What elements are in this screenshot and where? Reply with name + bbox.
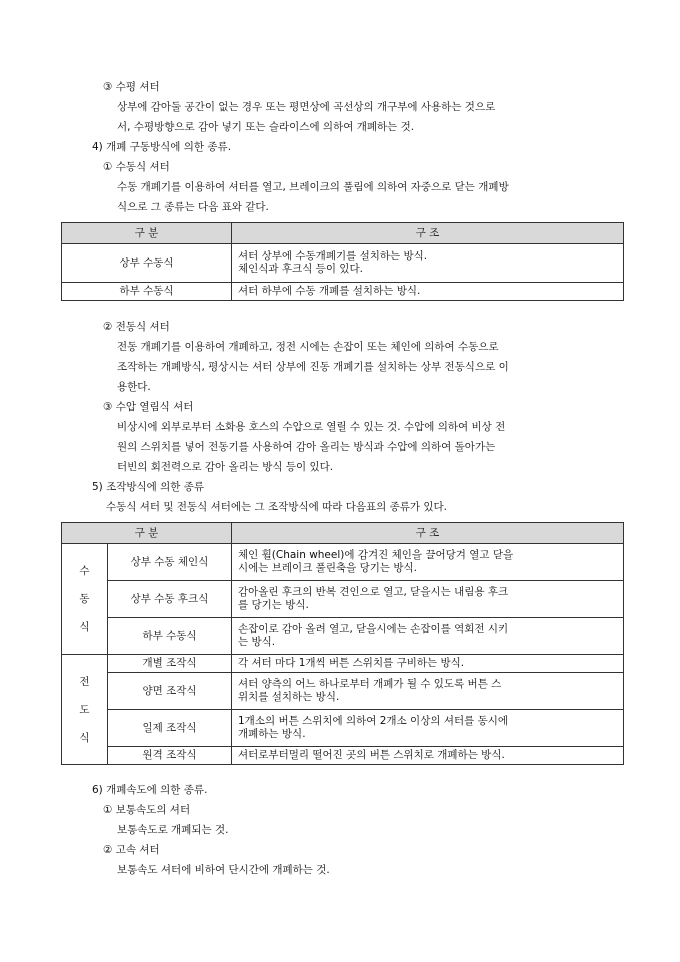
table-cell-name: 상부 수동 체인식 <box>108 544 232 581</box>
table-row <box>62 544 624 581</box>
table-row <box>62 655 624 673</box>
table-cell-desc <box>232 244 624 283</box>
heading-normal-speed-shutter: ① 보통속도의 셔터 <box>103 804 191 816</box>
table-row <box>62 581 624 618</box>
table-cell-desc: 셔터 하부에 수동 개폐를 설치하는 방식. <box>232 283 624 301</box>
paragraph-line: 수동 개폐기를 이용하여 셔터를 열고, 브레이크의 풀림에 의하여 자중으로 닫는 개폐방 <box>117 181 509 193</box>
table-header-structure: 구 조 <box>232 523 624 544</box>
paragraph-line: 전동 개폐기를 이용하여 개폐하고, 정전 시에는 손잡이 또는 체인에 의하여 수동으로 <box>117 341 499 353</box>
paragraph-line: 조작하는 개폐방식, 평상시는 셔터 상부에 진동 개폐기를 설치하는 상부 전동식으로 이 <box>117 361 509 373</box>
table-cell-desc: 각 셔터 마다 1개씩 버튼 스위치를 구비하는 방식. <box>232 655 624 673</box>
table-cell-name: 원격 조작식 <box>108 747 232 765</box>
table-cell-name: 양면 조작식 <box>108 673 232 710</box>
table-row <box>62 710 624 747</box>
table-header-row <box>62 523 624 544</box>
table-cell-desc: 손잡이로 감아 올려 열고, 닫을시에는 손잡이를 역회전 시키 는 방식. <box>232 618 624 655</box>
section-5-title: 5) 조작방식에 의한 종류 <box>92 481 205 493</box>
paragraph-line: 용한다. <box>117 381 151 393</box>
table-header-structure: 구 조 <box>232 223 624 244</box>
section-6-title: 6) 개폐속도에 의한 종류. <box>92 784 208 796</box>
table-row <box>62 618 624 655</box>
paragraph-line: 터빈의 회전력으로 감아 올리는 방식 등이 있다. <box>117 461 334 473</box>
heading-hydraulic-shutter: ③ 수압 열림식 셔터 <box>103 401 194 413</box>
table-cell-desc: 셔터 양측의 어느 하나로부터 개폐가 될 수 있도록 버튼 스 위치를 설치하는 방식. <box>232 673 624 710</box>
desc-line: 체인식과 후크식 등이 있다. <box>238 263 363 275</box>
heading-electric-shutter: ② 전동식 셔터 <box>103 321 170 333</box>
table-cell-desc: 감아올린 후크의 반복 견인으로 열고, 닫을시는 내림용 후크 를 당기는 방식. <box>232 581 624 618</box>
paragraph-line: 원의 스위치를 넣어 전동기를 사용하여 감아 올리는 방식과 수압에 의하여 돌아가는 <box>117 441 496 453</box>
table-cell-name: 하부 수동식 <box>62 283 232 301</box>
table-cell-desc: 체인 휠(Chain wheel)에 감겨진 체인을 끌어당겨 열고 닫을 시에는 브레이크 풀린축을 당기는 방식. <box>232 544 624 581</box>
manual-shutter-table <box>61 222 624 301</box>
desc-line: 셔터 상부에 수동개폐기를 설치하는 방식. <box>238 250 428 262</box>
group-label-manual: 수 동 식 <box>62 544 108 655</box>
paragraph-line: 비상시에 외부로부터 소화용 호스의 수압으로 열릴 수 있는 것. 수압에 의하여 비상 전 <box>117 421 506 433</box>
table-cell-desc: 셔터로부터멀리 떨어진 곳의 버튼 스위치로 개폐하는 방식. <box>232 747 624 765</box>
paragraph-line: 서, 수평방향으로 감아 넣기 또는 슬라이스에 의하여 개폐하는 것. <box>117 121 415 133</box>
table-cell-name: 일제 조작식 <box>108 710 232 747</box>
table-cell-name: 개별 조작식 <box>108 655 232 673</box>
table-row <box>62 283 624 301</box>
paragraph-line: 보통속도로 개폐되는 것. <box>117 824 229 836</box>
table-row <box>62 244 624 283</box>
table-cell-name: 하부 수동식 <box>108 618 232 655</box>
table-cell-name: 상부 수동식 <box>62 244 232 283</box>
paragraph-line: 식으로 그 종류는 다음 표와 같다. <box>117 201 269 213</box>
group-label-electric: 전 도 식 <box>62 655 108 765</box>
table-header-row <box>62 223 624 244</box>
heading-high-speed-shutter: ② 고속 셔터 <box>103 844 160 856</box>
paragraph-line: 보통속도 셔터에 비하여 단시간에 개폐하는 것. <box>117 864 330 876</box>
heading-horizontal-shutter: ③ 수평 셔터 <box>103 81 160 93</box>
operation-method-table <box>61 522 624 765</box>
table-header-category: 구 분 <box>62 523 232 544</box>
table-cell-desc: 1개소의 버튼 스위치에 의하여 2개소 이상의 셔터를 동시에 개폐하는 방식. <box>232 710 624 747</box>
section-4-title: 4) 개폐 구동방식에 의한 종류. <box>92 141 232 153</box>
table-row <box>62 673 624 710</box>
table-header-category: 구 분 <box>62 223 232 244</box>
paragraph-line: 상부에 감아둘 공간이 없는 경우 또는 평면상에 곡선상의 개구부에 사용하는 것으로 <box>117 101 496 113</box>
table-cell-name: 상부 수동 후크식 <box>108 581 232 618</box>
table-row <box>62 747 624 765</box>
heading-manual-shutter: ① 수동식 셔터 <box>103 161 170 173</box>
paragraph-line: 수동식 셔터 및 전동식 셔터에는 그 조작방식에 따라 다음표의 종류가 있다. <box>106 501 448 513</box>
